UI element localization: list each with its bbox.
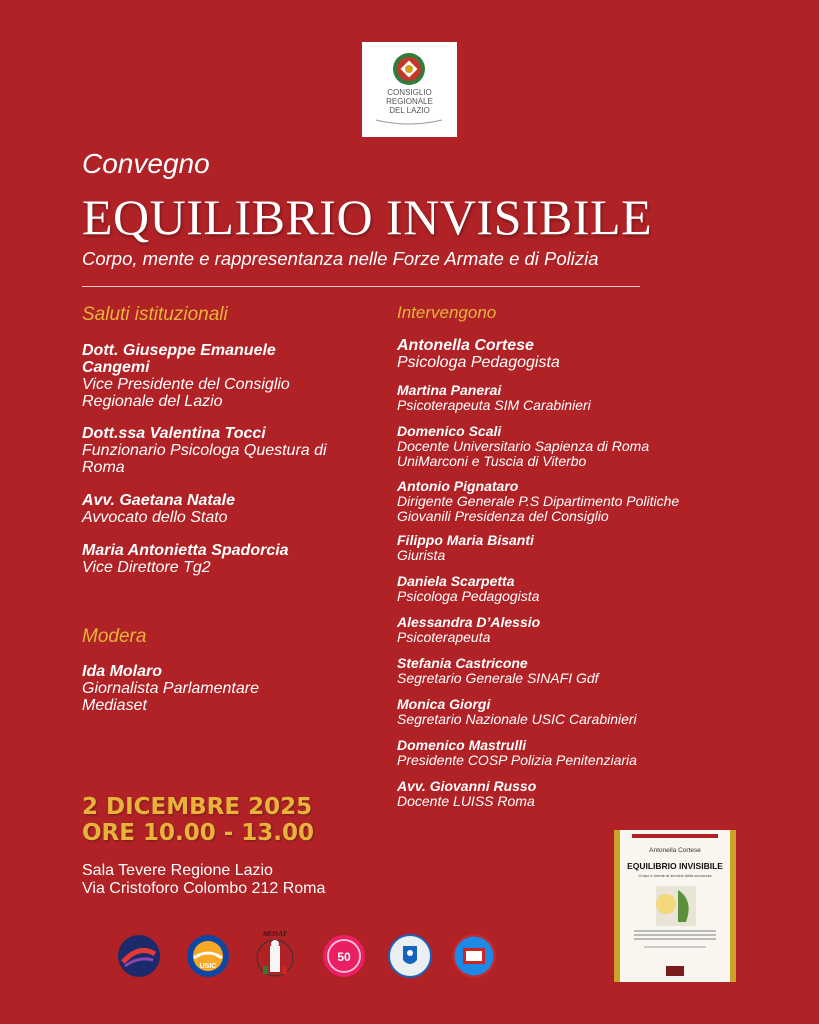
speaker-name: Martina Panerai — [397, 382, 502, 398]
speaker-name: Avv. Gaetana Natale — [82, 492, 235, 509]
venue-name: Sala Tevere Regione Lazio — [82, 862, 273, 879]
consiglio-regionale-logo — [362, 42, 457, 137]
book-cover-image — [614, 830, 736, 982]
book-title: EQUILIBRIO INVISIBILE — [627, 861, 723, 871]
speaker-entry — [397, 656, 599, 686]
speaker-role: Giovanili Presidenza del Consiglio — [397, 508, 609, 524]
speaker-name: Monica Giorgi — [397, 696, 491, 712]
speaker-role: UniMarconi e Tuscia di Viterbo — [397, 453, 587, 469]
speaker-entry — [397, 615, 540, 645]
partner-logo-6-icon — [452, 934, 496, 978]
speaker-role: Docente LUISS Roma — [397, 793, 535, 809]
speaker-name: Dott.ssa Valentina Tocci — [82, 425, 266, 442]
speaker-role: Psicologa Pedagogista — [397, 354, 560, 371]
speaker-name: Domenico Scali — [397, 423, 502, 439]
speaker-role: Psicoterapeuta SIM Carabinieri — [397, 397, 591, 413]
event-venue — [82, 862, 325, 898]
speaker-name: Alessandra D’Alessio — [397, 614, 541, 630]
speaker-entry — [82, 425, 327, 476]
speaker-role: Presidente COSP Polizia Penitenziaria — [397, 752, 637, 768]
speaker-role: Segretario Nazionale USIC Carabinieri — [397, 711, 637, 727]
mosap-logo-text: MOSAP — [262, 930, 288, 938]
event-kicker: Convegno — [82, 148, 210, 179]
speaker-entry — [397, 533, 534, 563]
moderator-role: Giornalista Parlamentare — [82, 680, 259, 697]
speaker-entry — [82, 342, 290, 410]
speaker-entry — [397, 697, 637, 727]
speaker-name: Antonio Pignataro — [397, 478, 519, 494]
speaker-role: Segretario Generale SINAFI Gdf — [397, 670, 599, 686]
speaker-entry — [397, 479, 679, 524]
speaker-role: Regionale del Lazio — [82, 393, 223, 410]
speaker-role: Roma — [82, 459, 125, 476]
speaker-name: Domenico Mastrulli — [397, 737, 527, 753]
speaker-role: Vice Direttore Tg2 — [82, 559, 211, 576]
event-title: EQUILIBRIO INVISIBILE — [82, 189, 653, 245]
book-subtitle: Corpo e mente al servizio della sicurezza — [638, 873, 712, 878]
speaker-entry — [397, 574, 539, 604]
saluti-heading: Saluti istituzionali — [82, 304, 228, 325]
speaker-role: Dirigente Generale P.S Dipartimento Politiche — [397, 493, 680, 509]
speaker-entry — [397, 337, 560, 371]
regional-emblem-icon — [392, 52, 426, 86]
speaker-name: Dott. Giuseppe Emanuele — [82, 342, 276, 359]
speaker-entry — [397, 424, 649, 469]
usic-logo-icon — [186, 934, 230, 978]
speaker-entry — [82, 542, 289, 576]
anniversary-50-logo-icon — [322, 934, 366, 978]
usic-logo-text: USIC — [199, 963, 217, 970]
speaker-name: Daniela Scarpetta — [397, 573, 515, 589]
intervengono-heading: Intervengono — [397, 303, 497, 322]
moderator-entry — [82, 663, 259, 714]
anniversary-50-text: 50 — [337, 950, 351, 964]
speaker-name: Antonella Cortese — [397, 337, 534, 354]
speaker-name: Avv. Giovanni Russo — [397, 778, 537, 794]
event-subtitle: Corpo, mente e rappresentanza nelle Forze Armate e di Polizia — [82, 248, 599, 269]
speaker-role: Psicoterapeuta — [397, 629, 491, 645]
speaker-entry — [397, 779, 536, 809]
venue-address: Via Cristoforo Colombo 212 Roma — [82, 880, 326, 897]
speaker-role: Vice Presidente del Consiglio — [82, 376, 290, 393]
speaker-role: Funzionario Psicologa Questura di — [82, 442, 327, 459]
speaker-entry — [82, 492, 235, 526]
speaker-entry — [397, 383, 591, 413]
speaker-name: Stefania Castricone — [397, 655, 528, 671]
speaker-entry — [397, 738, 637, 768]
event-datetime — [82, 794, 314, 846]
speaker-role: Avvocato dello Stato — [82, 509, 228, 526]
logo-swoosh-icon — [374, 118, 444, 126]
mosap-logo-icon — [253, 928, 297, 980]
speaker-role: Psicologa Pedagogista — [397, 588, 540, 604]
moderator-role: Mediaset — [82, 697, 147, 714]
speaker-role: Giurista — [397, 547, 446, 563]
speaker-role: Docente Universitario Sapienza di Roma — [397, 438, 650, 454]
partner-logo-1-icon — [117, 934, 161, 978]
divider — [82, 286, 640, 287]
speaker-name: Cangemi — [82, 359, 150, 376]
event-date: 2 DICEMBRE 2025 — [82, 794, 313, 820]
event-time: ORE 10.00 - 13.00 — [82, 820, 315, 846]
speaker-name: Filippo Maria Bisanti — [397, 532, 534, 548]
book-author: Antonella Cortese — [649, 847, 701, 854]
speaker-name: Maria Antonietta Spadorcia — [82, 542, 289, 559]
partner-crest-logo-icon — [388, 934, 432, 978]
logo-text: CONSIGLIO REGIONALE DEL LAZIO — [386, 88, 433, 115]
moderator-name: Ida Molaro — [82, 663, 163, 680]
modera-heading: Modera — [82, 626, 147, 647]
